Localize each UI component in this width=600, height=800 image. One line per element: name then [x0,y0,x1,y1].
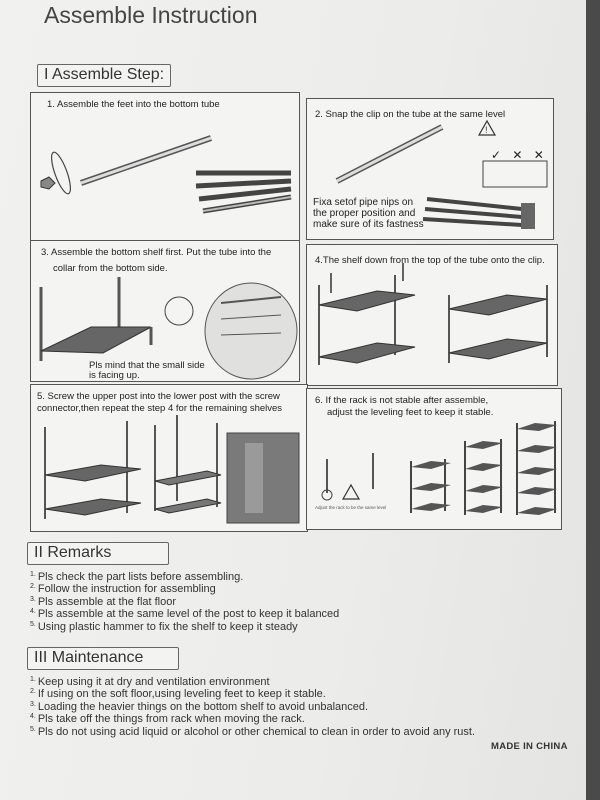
step-3-panel [30,240,300,382]
list-item-number: 2. [30,688,36,696]
step-2-correct-marks: ✓ ✕ ✕ [491,148,548,162]
step-2-note [313,197,424,230]
list-item [30,726,475,738]
step-2-panel [306,98,554,240]
step-4-caption: 4.The shelf down from the top of the tube onto the clip. [315,255,545,266]
list-item-text: Loading the heavier things on the bottom shelf to avoid unbalanced. [37,700,369,713]
list-item-text: If using on the soft floor,using leveling feet to keep it stable. [37,688,326,701]
list-item-text: Pls check the part lists before assembling. [37,571,244,583]
step-3-note-line: is facing up. [89,370,140,381]
step-1-illustration [31,93,299,241]
step-5-caption-line: connector,then repeat the step 4 for the remaining shelves [37,403,283,414]
list-item-text: Pls do not using acid liquid or alcohol or other chemical to clean in order to avoid any rust. [37,725,476,738]
step-3-caption-line: 3. Assemble the bottom shelf first. Put the tube into the [41,247,272,258]
list-item-number: 4. [30,608,36,616]
list-item-text: Pls take off the things from rack when moving the rack. [37,713,305,726]
step-3-note-line: Pls mind that the small side [89,360,205,371]
remarks-list [30,571,339,633]
list-item [30,608,339,620]
list-item [30,621,339,633]
list-item-number: 1. [30,676,36,683]
section-remarks-heading: II Remarks [27,542,169,565]
step-6-caption-line: 6. If the rack is not stable after assemble, [315,395,489,406]
list-item [30,596,339,608]
section-maintenance-heading: III Maintenance [27,647,179,670]
list-item-number: 4. [30,713,36,721]
step-2-caption: 2. Snap the clip on the tube at the same level [315,109,506,120]
list-item-number: 1. [30,571,36,578]
list-item [30,688,475,700]
list-item [30,713,475,725]
step-3-caption-line: collar from the bottom side. [53,263,168,274]
step-5-illustration [31,385,307,531]
list-item-text: Pls assemble at the flat floor [37,595,177,608]
page-title: Assemble Instruction [44,2,258,28]
list-item-text: Using plastic hammer to fix the shelf to keep it steady [37,620,298,633]
list-item [30,701,475,713]
list-item [30,571,339,583]
svg-text:!: ! [485,125,488,135]
list-item-number: 2. [30,583,36,591]
section-assemble-step-heading: I Assemble Step: [37,64,171,87]
step-2-note-line: make sure of its fastness [313,219,424,230]
background-edge [586,0,600,800]
step-4-panel [306,244,558,386]
step-3-note [89,361,205,381]
step-6-note: Adjust the rack to be the same level [315,505,387,510]
step-5-caption-line: 5. Screw the upper post into the lower post with the screw [37,391,280,402]
step-6-panel [306,388,562,530]
step-4-illustration [307,245,557,385]
list-item [30,583,339,595]
list-item-number: 5. [30,725,36,733]
step-2-note-line: Fixa setof pipe nips on [313,197,414,208]
list-item-text: Keep using it at dry and ventilation environment [37,676,270,688]
step-6-caption-line: adjust the leveling feet to keep it stable. [327,407,494,418]
step-5-panel [30,384,308,532]
list-item-number: 5. [30,620,36,628]
list-item [30,676,475,688]
made-in-label: MADE IN CHINA [491,741,568,752]
step-2-note-line: the proper position and [313,208,416,219]
step-1-caption: 1. Assemble the feet into the bottom tube [47,99,220,110]
list-item-text: Pls assemble at the same level of the post to keep it balanced [37,608,340,621]
list-item-number: 3. [30,595,36,603]
step-1-panel [30,92,300,242]
list-item-text: Follow the instruction for assembling [37,583,216,596]
maintenance-list [30,676,475,738]
list-item-number: 3. [30,700,36,708]
